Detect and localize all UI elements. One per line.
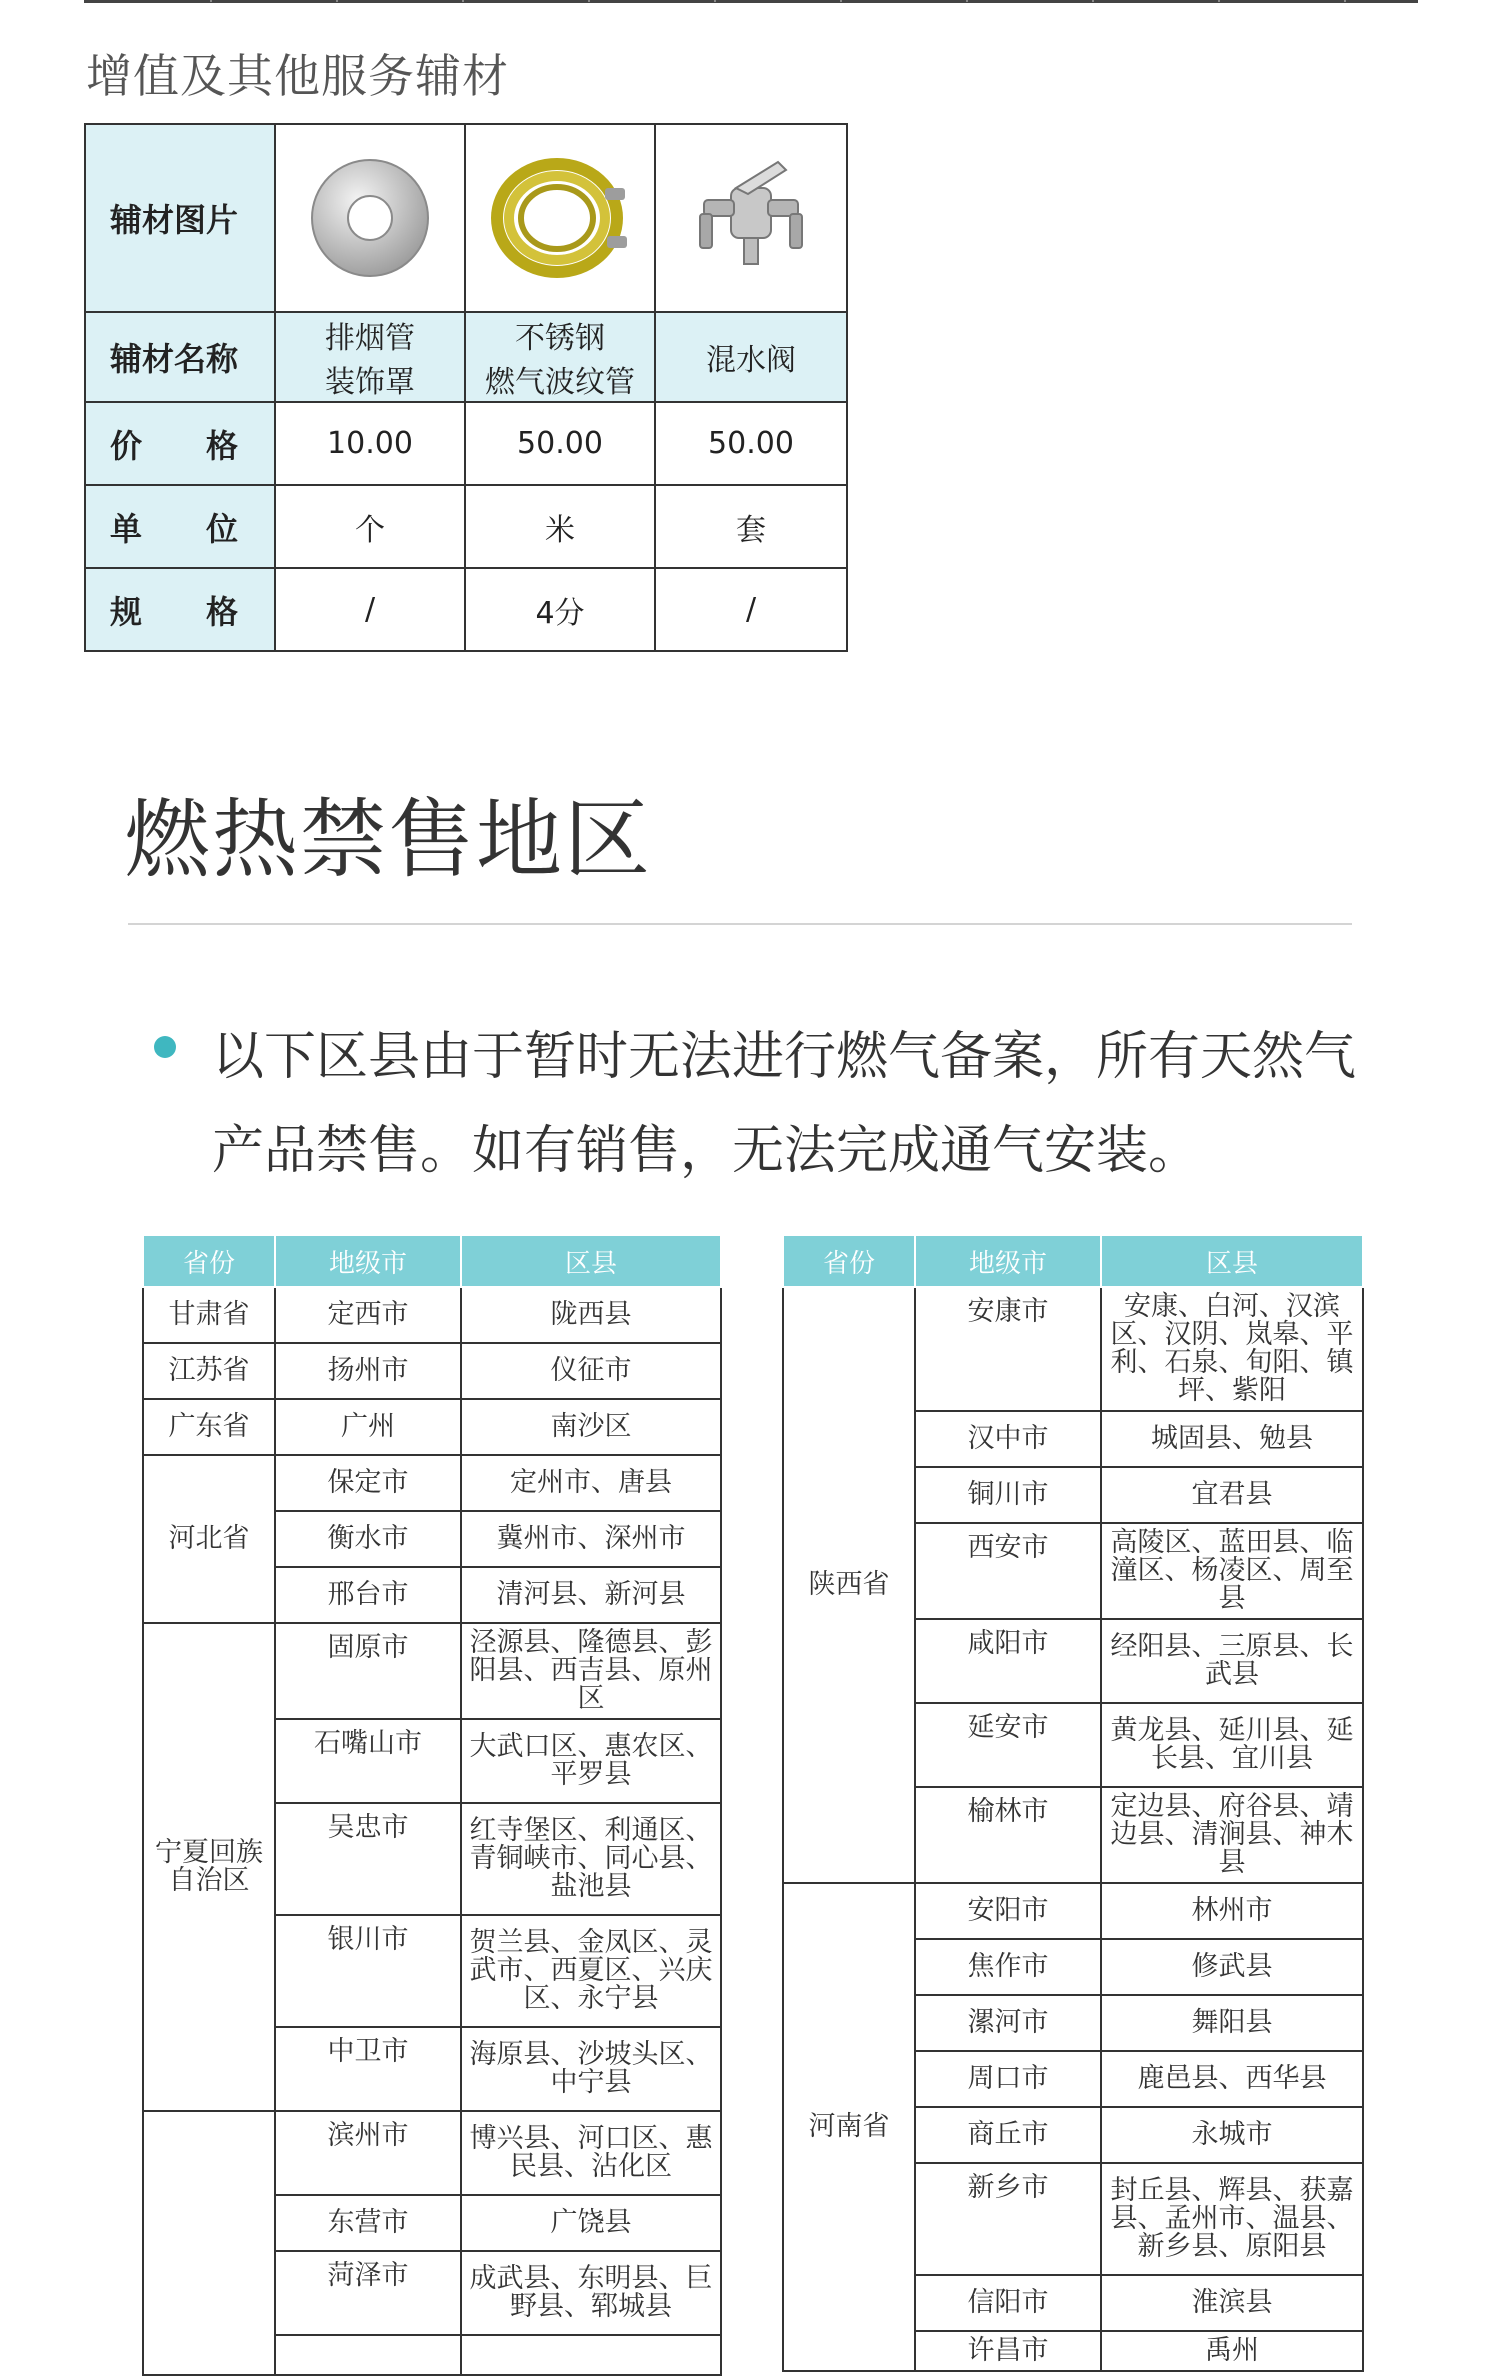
section-title: 燃热禁售地区 xyxy=(124,790,652,890)
province-cell: 河北省 xyxy=(143,1455,275,1623)
header-city: 地级市 xyxy=(275,1235,461,1287)
table-header xyxy=(143,1235,721,1287)
city-cell: 扬州市 xyxy=(275,1343,461,1399)
divider xyxy=(128,923,1352,925)
county-cell: 修武县 xyxy=(1101,1939,1363,1995)
city-cell: 邢台市 xyxy=(275,1567,461,1623)
gas-hose-icon xyxy=(485,148,635,288)
table-row xyxy=(783,1287,1363,1411)
restricted-regions-table-left xyxy=(142,1234,722,2376)
county-cell: 永城市 xyxy=(1101,2107,1363,2163)
county-cell: 安康、白河、汉滨区、汉阴、岚皋、平利、石泉、旬阳、镇坪、紫阳 xyxy=(1101,1287,1363,1411)
item-image xyxy=(655,124,847,312)
item-unit: 个 xyxy=(275,485,465,568)
table-row xyxy=(783,1883,1363,1939)
city-cell: 安康市 xyxy=(915,1287,1101,1411)
city-cell: 中卫市 xyxy=(275,2027,461,2111)
table-row xyxy=(143,1399,721,1455)
county-cell: 陇西县 xyxy=(461,1287,721,1343)
county-cell: 贺兰县、金凤区、灵武市、西夏区、兴庆区、永宁县 xyxy=(461,1915,721,2027)
city-cell: 漯河市 xyxy=(915,1995,1101,2051)
county-cell: 城固县、勉县 xyxy=(1101,1411,1363,1467)
city-cell: 商丘市 xyxy=(915,2107,1101,2163)
city-cell: 铜川市 xyxy=(915,1467,1101,1523)
city-cell: 安阳市 xyxy=(915,1883,1101,1939)
city-cell: 焦作市 xyxy=(915,1939,1101,1995)
price-row xyxy=(85,402,847,485)
county-cell: 仪征市 xyxy=(461,1343,721,1399)
city-cell: 西安市 xyxy=(915,1523,1101,1619)
header-county: 区县 xyxy=(461,1235,721,1287)
row-label-name: 辅材名称 xyxy=(85,312,275,402)
county-cell: 林州市 xyxy=(1101,1883,1363,1939)
county-cell: 宜君县 xyxy=(1101,1467,1363,1523)
city-cell: 新乡市 xyxy=(915,2163,1101,2275)
item-name: 混水阀 xyxy=(655,312,847,402)
item-price: 10.00 xyxy=(275,402,465,485)
county-cell: 高陵区、蓝田县、临潼区、杨凌区、周至县 xyxy=(1101,1523,1363,1619)
county-cell: 黄龙县、延川县、延长县、宜川县 xyxy=(1101,1703,1363,1787)
item-name: 排烟管 装饰罩 xyxy=(275,312,465,402)
item-spec: 4分 xyxy=(465,568,655,651)
city-cell: 石嘴山市 xyxy=(275,1719,461,1803)
restricted-regions-table-right xyxy=(782,1234,1364,2372)
city-cell: 广州 xyxy=(275,1399,461,1455)
table-header xyxy=(783,1235,1363,1287)
county-cell: 博兴县、河口区、惠民县、沾化区 xyxy=(461,2111,721,2195)
item-name: 不锈钢 燃气波纹管 xyxy=(465,312,655,402)
county-cell: 成武县、东明县、巨野县、郓城县 xyxy=(461,2251,721,2335)
item-unit: 套 xyxy=(655,485,847,568)
province-cell: 宁夏回族自治区 xyxy=(143,1623,275,2111)
city-cell: 衡水市 xyxy=(275,1511,461,1567)
province-cell: 广东省 xyxy=(143,1399,275,1455)
county-cell: 鹿邑县、西华县 xyxy=(1101,2051,1363,2107)
row-label-price: 价 格 xyxy=(85,402,275,485)
item-spec: / xyxy=(655,568,847,651)
city-cell: 固原市 xyxy=(275,1623,461,1719)
county-cell: 经阳县、三原县、长武县 xyxy=(1101,1619,1363,1703)
province-cell xyxy=(143,2111,275,2375)
county-cell: 南沙区 xyxy=(461,1399,721,1455)
table-row xyxy=(143,2111,721,2195)
item-price: 50.00 xyxy=(465,402,655,485)
header-city: 地级市 xyxy=(915,1235,1101,1287)
unit-row xyxy=(85,485,847,568)
item-image xyxy=(275,124,465,312)
county-cell: 广饶县 xyxy=(461,2195,721,2251)
city-cell: 许昌市 xyxy=(915,2331,1101,2371)
city-cell: 延安市 xyxy=(915,1703,1101,1787)
header-province: 省份 xyxy=(783,1235,915,1287)
accessories-table xyxy=(84,123,848,652)
row-label-unit: 单 位 xyxy=(85,485,275,568)
city-cell: 信阳市 xyxy=(915,2275,1101,2331)
table-row xyxy=(143,1343,721,1399)
county-cell: 封丘县、辉县、获嘉县、孟州市、温县、新乡县、原阳县 xyxy=(1101,2163,1363,2275)
county-cell: 禹州 xyxy=(1101,2331,1363,2371)
notice-text: 以下区县由于暂时无法进行燃气备案，所有天然气产品禁售。如有销售，无法完成通气安装。 xyxy=(212,1027,1357,1181)
table-row xyxy=(143,1287,721,1343)
county-cell: 冀州市、深州市 xyxy=(461,1511,721,1567)
item-price: 50.00 xyxy=(655,402,847,485)
accessories-title: 增值及其他服务辅材 xyxy=(86,49,509,103)
city-cell: 周口市 xyxy=(915,2051,1101,2107)
county-cell xyxy=(461,2335,721,2375)
bullet-icon xyxy=(154,1036,176,1058)
county-cell: 清河县、新河县 xyxy=(461,1567,721,1623)
city-cell: 银川市 xyxy=(275,1915,461,2027)
table-row xyxy=(143,1623,721,1719)
header-province: 省份 xyxy=(143,1235,275,1287)
county-cell: 大武口区、惠农区、平罗县 xyxy=(461,1719,721,1803)
province-cell: 甘肃省 xyxy=(143,1287,275,1343)
city-cell: 汉中市 xyxy=(915,1411,1101,1467)
city-cell: 菏泽市 xyxy=(275,2251,461,2335)
city-cell xyxy=(275,2335,461,2375)
mixing-valve-icon xyxy=(686,148,816,288)
header-county: 区县 xyxy=(1101,1235,1363,1287)
county-cell: 定边县、府谷县、靖边县、清涧县、神木县 xyxy=(1101,1787,1363,1883)
decorative-flange-icon xyxy=(305,153,435,283)
county-cell: 海原县、沙坡头区、中宁县 xyxy=(461,2027,721,2111)
county-cell: 定州市、唐县 xyxy=(461,1455,721,1511)
province-cell: 陕西省 xyxy=(783,1287,915,1883)
item-image xyxy=(465,124,655,312)
row-label-spec: 规 格 xyxy=(85,568,275,651)
county-cell: 舞阳县 xyxy=(1101,1995,1363,2051)
county-cell: 泾源县、隆德县、彭阳县、西吉县、原州区 xyxy=(461,1623,721,1719)
city-cell: 定西市 xyxy=(275,1287,461,1343)
item-unit: 米 xyxy=(465,485,655,568)
image-row xyxy=(85,124,847,312)
city-cell: 东营市 xyxy=(275,2195,461,2251)
city-cell: 榆林市 xyxy=(915,1787,1101,1883)
city-cell: 滨州市 xyxy=(275,2111,461,2195)
item-spec: / xyxy=(275,568,465,651)
city-cell: 吴忠市 xyxy=(275,1803,461,1915)
county-cell: 红寺堡区、利通区、青铜峡市、同心县、盐池县 xyxy=(461,1803,721,1915)
previous-table-edge xyxy=(84,0,1418,3)
row-label-image: 辅材图片 xyxy=(85,124,275,312)
name-row xyxy=(85,312,847,402)
province-cell: 江苏省 xyxy=(143,1343,275,1399)
table-row xyxy=(143,1455,721,1511)
spec-row xyxy=(85,568,847,651)
province-cell: 河南省 xyxy=(783,1883,915,2371)
county-cell: 淮滨县 xyxy=(1101,2275,1363,2331)
city-cell: 保定市 xyxy=(275,1455,461,1511)
city-cell: 咸阳市 xyxy=(915,1619,1101,1703)
